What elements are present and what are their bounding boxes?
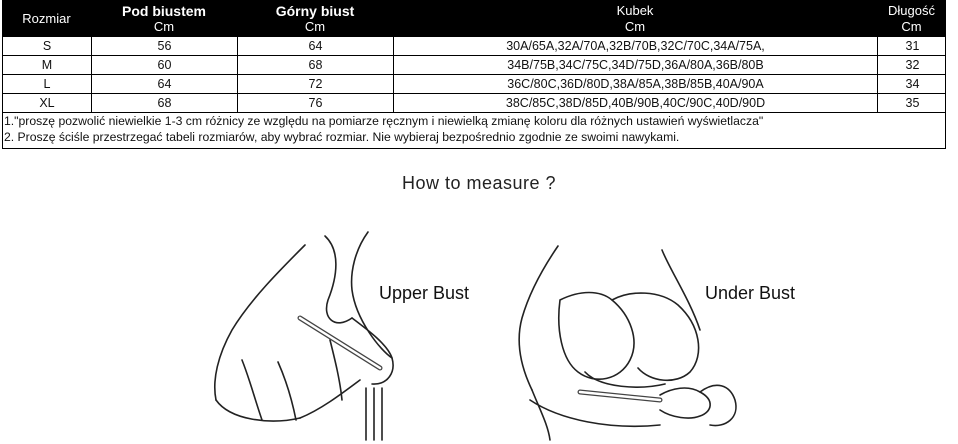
upper-bust-figure-icon xyxy=(215,232,393,440)
cell-length: 35 xyxy=(905,96,920,110)
header-underbust-unit: Cm xyxy=(153,18,175,34)
upper-bust-label: Upper Bust xyxy=(379,283,470,303)
cell-upperbust: 76 xyxy=(238,94,394,112)
cell-upperbust: 68 xyxy=(238,56,394,74)
header-cup-unit: Cm xyxy=(624,18,646,34)
header-length-label: Długość xyxy=(888,2,935,18)
cell-underbust: 60 xyxy=(92,56,238,74)
cell-underbust: 64 xyxy=(92,75,238,93)
cell-cup: 38C/85C,38D/85D,40B/90B,40C/90C,40D/90D xyxy=(394,94,878,112)
how-to-measure-title: How to measure ? xyxy=(401,173,557,193)
cell-underbust: 56 xyxy=(92,37,238,55)
header-size-label: Rozmiar xyxy=(22,10,71,26)
cell-length: 31 xyxy=(905,39,920,53)
cell-upperbust: 72 xyxy=(238,75,394,93)
header-upperbust-unit: Cm xyxy=(304,18,326,34)
cell-length: 34 xyxy=(905,77,920,91)
note-follow-size-chart: 2. Proszę ściśle przestrzegać tabeli rozmiarów, aby wybrać rozmiar. Nie wybieraj bezpośrednio zgodnie ze swoimi nawykami. xyxy=(4,130,680,144)
header-underbust-label: Pod biustem xyxy=(121,2,206,19)
header-length-unit: Cm xyxy=(901,18,922,34)
header-cup-label: Kubek xyxy=(616,2,654,18)
cell-size: S xyxy=(3,37,92,55)
under-bust-label: Under Bust xyxy=(705,283,796,303)
cell-size: L xyxy=(3,75,92,93)
cell-underbust: 68 xyxy=(92,94,238,112)
cell-size: XL xyxy=(3,94,92,112)
cell-cup: 36C/80C,36D/80D,38A/85A,38B/85B,40A/90A xyxy=(394,75,878,93)
cell-cup: 34B/75B,34C/75C,34D/75D,36A/80A,36B/80B xyxy=(394,56,878,74)
cell-upperbust: 64 xyxy=(238,37,394,55)
cell-cup: 30A/65A,32A/70A,32B/70B,32C/70C,34A/75A, xyxy=(394,37,878,55)
note-measurement-tolerance: 1."proszę pozwolić niewielkie 1-3 cm różnicy ze względu na pomiarze ręcznym i niewielką zmianę koloru dla różnych ustawień wyświetlacza" xyxy=(4,114,764,128)
cell-size: M xyxy=(3,56,92,74)
header-upperbust-label: Górny biust xyxy=(275,2,355,19)
under-bust-figure-icon xyxy=(519,246,736,440)
cell-length: 32 xyxy=(905,58,920,72)
